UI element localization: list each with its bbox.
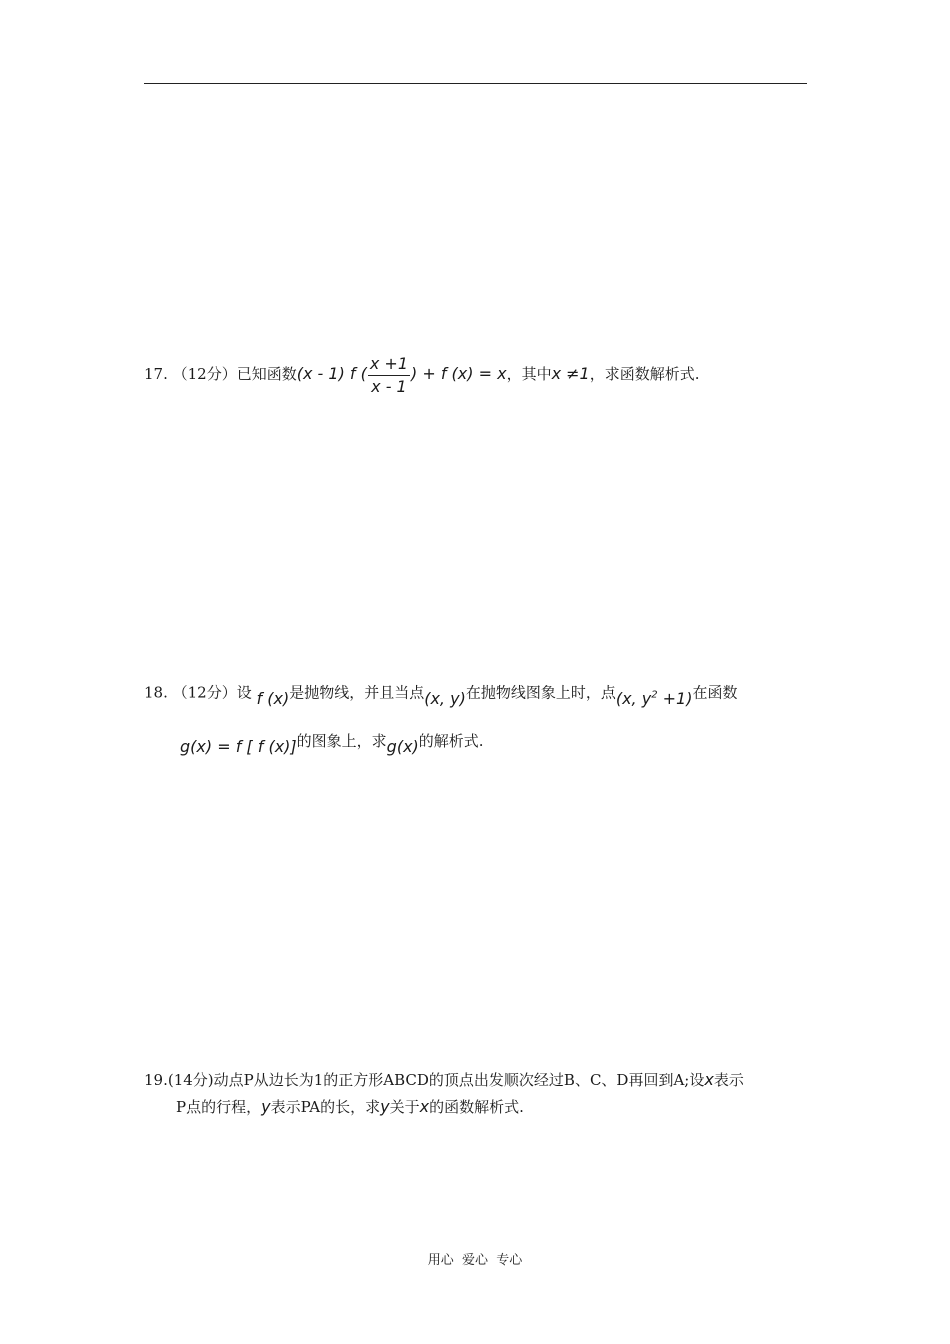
math-variable: y <box>380 1097 390 1116</box>
math-expression: (x, y) <box>424 689 466 709</box>
math-expression: g(x) <box>386 737 419 756</box>
problem-number: 19. <box>144 1071 168 1089</box>
math-condition: x ≠1 <box>551 364 590 383</box>
math-expression: (x - 1) f ( <box>296 364 367 383</box>
math-expression: ) + f (x) = x <box>411 364 507 383</box>
math-expression: f (x) <box>256 689 290 709</box>
math-expression: g(x) = f [ f (x)] <box>180 737 297 756</box>
problem-number: 18. <box>144 683 168 702</box>
math-variable: x <box>704 1070 714 1089</box>
math-expression: (x, $y^2 +1$) <box>615 689 693 709</box>
problem-number: 17. <box>144 365 168 383</box>
fraction <box>368 354 410 397</box>
problem-17: 17. （12分）已知函数(x - 1) f ( $\frac{x +1}{x - 1}$ ) + f (x) = x，其中x ≠1，求函数解析式. <box>144 353 700 396</box>
problem-score: （12分） <box>172 365 237 383</box>
problem-score: （12分） <box>172 683 237 702</box>
problem-19-continued: P点的行程，y表示PA的长，求y关于x的函数解析式. <box>176 1097 524 1116</box>
problem-18: 18. （12分）设 f (x)是抛物线，并且当点(x, y)在抛物线图象上时，点(x, $y^2 +1$)在函数 <box>144 683 738 709</box>
page-footer: 用心 爱心 专心 <box>427 1253 523 1268</box>
header-rule <box>144 83 807 84</box>
fraction-numerator: x +1 <box>368 354 410 376</box>
problem-19: 19.(14分)动点P从边长为1的正方形ABCD的顶点出发顺次经过B、C、D再回到A;设x表示 <box>144 1070 744 1089</box>
problem-score: (14分) <box>167 1071 214 1089</box>
math-variable: y <box>261 1097 271 1116</box>
fraction-denominator: x - 1 <box>371 376 407 396</box>
problem-18-continued: g(x) = f [ f (x)]的图象上，求g(x)的解析式. <box>180 732 484 756</box>
math-variable: x <box>419 1097 430 1116</box>
